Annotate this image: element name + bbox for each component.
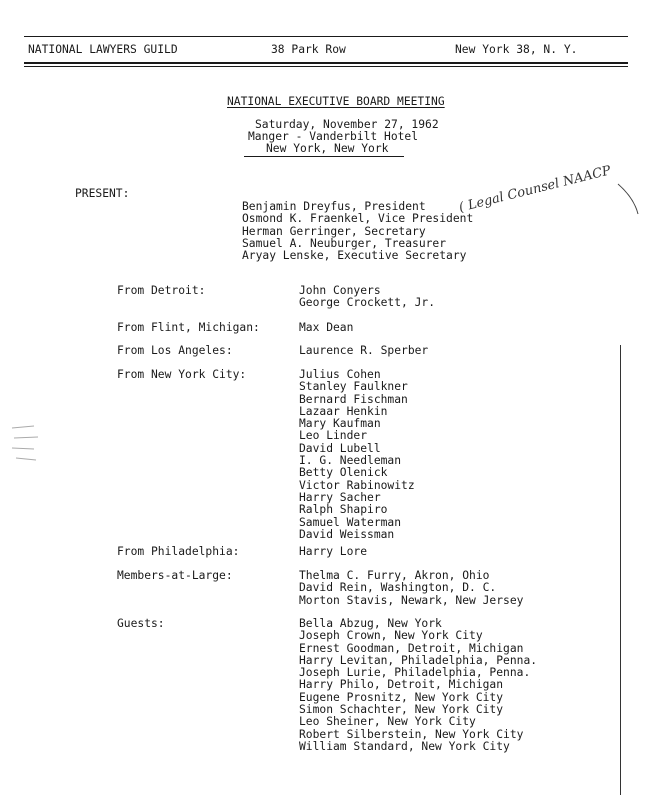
group-label: From Detroit: — [117, 284, 206, 297]
attendee-name: Bella Abzug, New York — [299, 617, 442, 630]
letterhead-bottom-rule — [24, 62, 628, 64]
group-names — [299, 285, 435, 310]
group-names — [299, 618, 537, 753]
group-names — [299, 546, 367, 558]
attendee-name: Lazaar Henkin — [299, 404, 388, 418]
handwritten-annotation: ( Legal Counsel NAACP — [457, 163, 613, 216]
attendee-name: Simon Schachter, New York City — [299, 703, 504, 717]
attendee-name: David Rein, Washington, D. C. — [299, 581, 497, 595]
officers-list — [242, 201, 473, 262]
officer-name: Osmond K. Fraenkel, Vice President — [242, 212, 474, 226]
group-label: Members-at-Large: — [117, 569, 233, 582]
officer-name: Benjamin Dreyfus, President — [242, 200, 426, 213]
attendee-name: Leo Sheiner, New York City — [299, 715, 476, 729]
officer-name: Samuel A. Neuburger, Treasurer — [242, 236, 447, 250]
attendee-name: Joseph Lurie, Philadelphia, Penna. — [299, 666, 531, 680]
officer-name: Aryay Lenske, Executive Secretary — [242, 249, 467, 263]
letterhead-address: 38 Park Row — [271, 43, 346, 56]
attendee-name: Stanley Faulkner — [299, 380, 408, 394]
attendee-name: Samuel Waterman — [299, 515, 402, 529]
group-label: From Flint, Michigan: — [117, 321, 260, 334]
left-margin-pencil-marks — [8, 418, 42, 478]
group-label: From Los Angeles: — [117, 344, 233, 357]
group-label: Guests: — [117, 617, 165, 630]
meeting-venue: Manger - Vanderbilt Hotel — [248, 130, 419, 143]
letterhead-city: New York 38, N. Y. — [455, 43, 578, 56]
right-margin-curve — [614, 180, 644, 220]
group-names — [299, 570, 523, 607]
attendee-name: Harry Lore — [299, 545, 368, 558]
attendee-name: Victor Rabinowitz — [299, 478, 415, 492]
attendee-name: Robert Silberstein, New York City — [299, 727, 524, 741]
attendee-name: Laurence R. Sperber — [299, 344, 429, 357]
attendee-name: Thelma C. Furry, Akron, Ohio — [299, 569, 490, 582]
letterhead-bottom-rule-thin — [24, 66, 628, 67]
attendee-name: Harry Levitan, Philadelphia, Penna. — [299, 653, 538, 667]
attendee-name: Betty Olenick — [299, 466, 388, 480]
attendee-name: Ralph Shapiro — [299, 503, 388, 517]
group-label: From New York City: — [117, 368, 247, 381]
right-margin-line — [620, 345, 621, 795]
meeting-location-rule — [244, 156, 404, 157]
meeting-date: Saturday, November 27, 1962 — [255, 118, 439, 131]
group-label: From Philadelphia: — [117, 545, 240, 558]
attendee-name: Max Dean — [299, 321, 354, 334]
attendee-name: Harry Philo, Detroit, Michigan — [299, 678, 504, 692]
attendee-name: David Weissman — [299, 527, 395, 541]
attendee-name: Eugene Prosnitz, New York City — [299, 690, 504, 704]
attendee-name: I. G. Needleman — [299, 454, 402, 468]
letterhead-top-rule — [24, 36, 628, 37]
group-names — [299, 345, 428, 357]
attendee-name: Morton Stavis, Newark, New Jersey — [299, 593, 524, 607]
meeting-title: NATIONAL EXECUTIVE BOARD MEETING — [227, 95, 445, 108]
attendee-name: Ernest Goodman, Detroit, Michigan — [299, 641, 524, 655]
attendee-name: Leo Linder — [299, 429, 368, 443]
attendee-name: Joseph Crown, New York City — [299, 629, 483, 643]
group-names — [299, 369, 415, 541]
attendee-name: Mary Kaufman — [299, 417, 381, 431]
officer-name: Herman Gerringer, Secretary — [242, 224, 426, 238]
attendee-name: John Conyers — [299, 284, 381, 297]
letterhead-org: NATIONAL LAWYERS GUILD — [28, 43, 178, 56]
attendee-name: William Standard, New York City — [299, 739, 510, 753]
attendee-name: Harry Sacher — [299, 490, 381, 504]
attendee-name: Bernard Fischman — [299, 392, 408, 406]
attendee-name: George Crockett, Jr. — [299, 296, 436, 310]
present-label: PRESENT: — [75, 187, 130, 200]
meeting-location: New York, New York — [266, 142, 389, 155]
attendee-name: David Lubell — [299, 441, 381, 455]
attendee-name: Julius Cohen — [299, 368, 381, 381]
group-names — [299, 322, 353, 334]
